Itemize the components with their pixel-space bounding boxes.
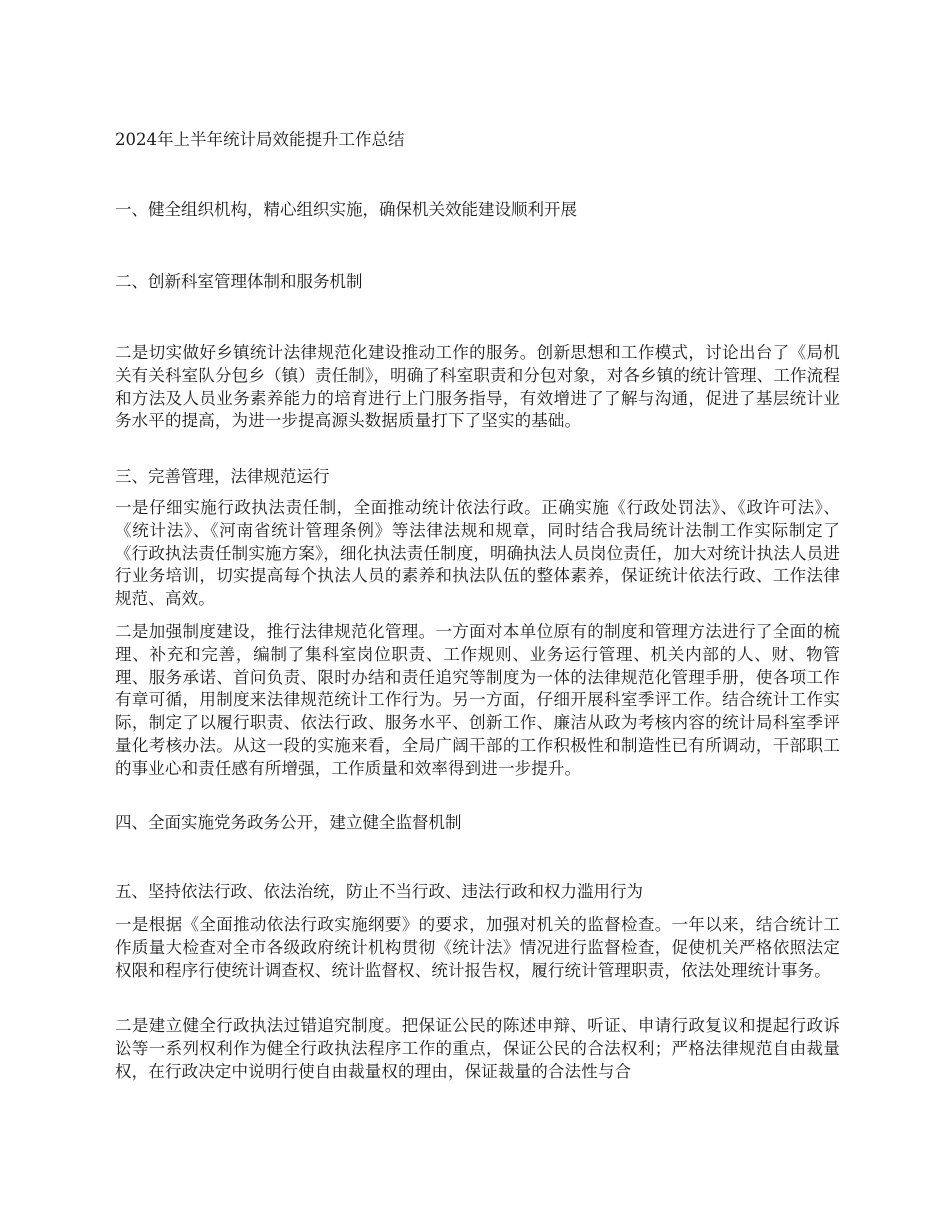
section-heading-5: 五、坚持依法行政、依法治统，防止不当行政、违法行政和权力滥用行为 [115, 882, 643, 901]
paragraph: 二是切实做好乡镇统计法律规范化建设推动工作的服务。创新思想和工作模式，讨论出台了《局机关有关科室队分包乡（镇）责任制》，明确了科室职责和分包对象，对各乡镇的统计管理、工作流程和方法及人员业务素养能力的培育进行上门服务指导，有效增进了了解与沟通，促进了基层统计业务水平的提高，为进一步提高源头数据质量打下了坚实的基础。 [115, 343, 840, 431]
section-heading-4: 四、全面实施党务政务公开，建立健全监督机制 [115, 813, 462, 832]
document-page [115, 0, 840, 1230]
paragraph: 二是加强制度建设，推行法律规范化管理。一方面对本单位原有的制度和管理方法进行了全面的梳理、补充和完善，编制了集科室岗位职责、工作规则、业务运行管理、机关内部的人、财、物管理、服务承诺、首问负责、限时办结和责任追究等制度为一体的法律规范化管理手册，使各项工作有章可循，用制度来法律规范统计工作行为。另一方面，仔细开展科室季评工作。结合统计工作实际，制定了以履行职责、依法行政、服务水平、创新工作、廉洁从政为考核内容的统计局科室季评量化考核办法。从这一段的实施来看，全局广阔干部的工作积极性和制造性已有所调动，干部职工的事业心和责任感有所增强，工作质量和效率得到进一步提升。 [115, 622, 840, 778]
document-title: 2024年上半年统计局效能提升工作总结 [115, 130, 405, 149]
paragraph: 二是建立健全行政执法过错追究制度。把保证公民的陈述申辩、听证、申请行政复议和提起行政诉讼等一系列权利作为健全行政执法程序工作的重点，保证公民的合法权利；严格法律规范自由裁量权，在行政决定中说明行使自由裁量权的理由，保证裁量的合法性与合 [115, 1016, 840, 1081]
section-heading-2: 二、创新科室管理体制和服务机制 [115, 272, 363, 291]
paragraph: 一是根据《全面推动依法行政实施纲要》的要求，加强对机关的监督检查。一年以来，结合统计工作质量大检查对全市各级政府统计机构贯彻《统计法》情况进行监督检查，促使机关严格依照法定权限和程序行使统计调查权、统计监督权、统计报告权，履行统计管理职责，依法处理统计事务。 [115, 915, 840, 980]
section-heading-3: 三、完善管理，法律规范运行 [115, 467, 330, 486]
section-heading-1: 一、健全组织机构，精心组织实施，确保机关效能建设顺利开展 [115, 200, 577, 219]
paragraph: 一是仔细实施行政执法责任制，全面推动统计依法行政。正确实施《行政处罚法》、《政许可法》、《统计法》、《河南省统计管理条例》等法律法规和规章，同时结合我局统计法制工作实际制定了《行政执法责任制实施方案》，细化执法责任制度，明确执法人员岗位责任，加大对统计执法人员进行业务培训，切实提高每个执法人员的素养和执法队伍的整体素养，保证统计依法行政、工作法律规范、高效。 [115, 498, 840, 609]
